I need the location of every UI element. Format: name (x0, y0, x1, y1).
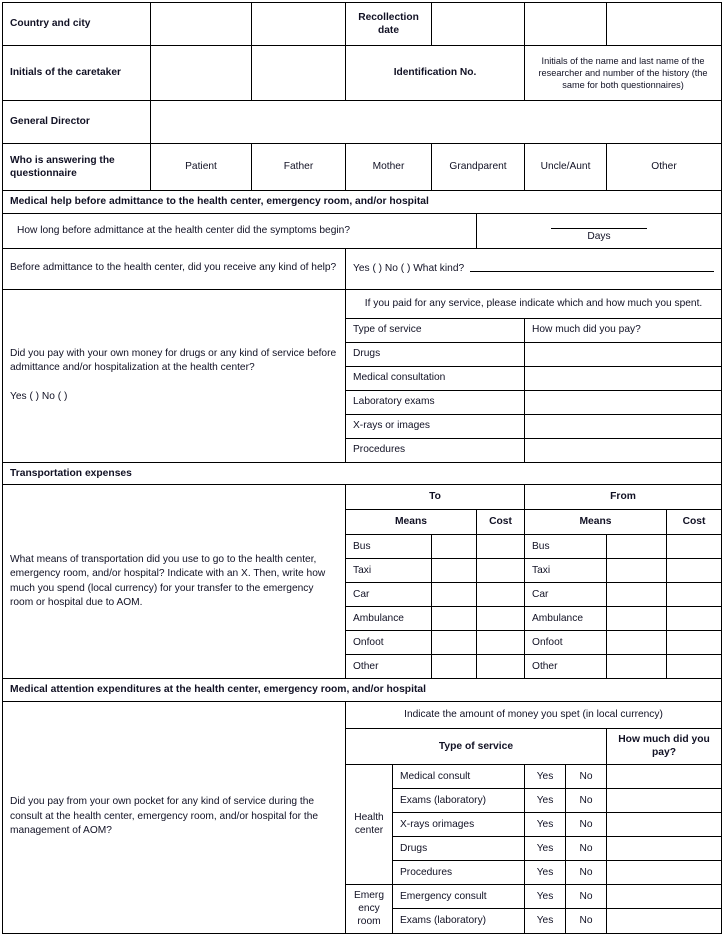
column-header-direction-from: From (525, 485, 722, 510)
option-father[interactable]: Father (252, 144, 346, 191)
input-caretaker-initials-1[interactable] (151, 46, 252, 101)
table-row-who-is-answering (3, 144, 722, 191)
label-recollection-date: Recollection date (346, 3, 432, 46)
label-country-and-city: Country and city (3, 3, 151, 46)
transport-from-label-onfoot: Onfoot (525, 631, 607, 655)
checkbox-hc-xrays-orimages-yes[interactable]: Yes (525, 812, 566, 836)
service-amount-drugs[interactable] (525, 342, 722, 366)
transport-from-cost-other[interactable] (667, 655, 722, 679)
transport-from-check-taxi[interactable] (607, 559, 667, 583)
checkbox-er-exams-laboratory-no[interactable]: No (566, 909, 607, 933)
label-help-yes-no-prefix: Yes ( ) No ( ) What kind? (353, 262, 465, 274)
questionnaire-form (0, 2, 723, 928)
table-row-section-transportation-heading (3, 462, 722, 485)
service-label-laboratory-exams: Laboratory exams (346, 390, 525, 414)
service-amount-medical-consultation[interactable] (525, 366, 722, 390)
checkbox-hc-medical-consult-yes[interactable]: Yes (525, 764, 566, 788)
service-label-hc-drugs: Drugs (393, 836, 525, 860)
service-label-xrays-or-images: X-rays or images (346, 414, 525, 438)
label-who-is-answering: Who is answering the questionnaire (3, 144, 151, 191)
column-header-direction-to: To (346, 485, 525, 510)
checkbox-hc-procedures-yes[interactable]: Yes (525, 860, 566, 884)
input-recollection-date-day[interactable] (432, 3, 525, 46)
transport-from-check-bus[interactable] (607, 535, 667, 559)
option-uncle-aunt[interactable]: Uncle/Aunt (525, 144, 607, 191)
column-header-cost-to: Cost (477, 510, 525, 535)
column-header-means-to: Means (346, 510, 477, 535)
service-label-drugs: Drugs (346, 342, 525, 366)
service-label-procedures: Procedures (346, 438, 525, 462)
amount-hc-procedures[interactable] (607, 860, 722, 884)
transport-to-check-car[interactable] (432, 583, 477, 607)
transport-to-label-taxi: Taxi (346, 559, 432, 583)
transport-to-label-car: Car (346, 583, 432, 607)
transport-from-check-ambulance[interactable] (607, 607, 667, 631)
transport-to-check-ambulance[interactable] (432, 607, 477, 631)
table-row-paid-services-note (3, 289, 722, 318)
column-header-how-much-did-you-pay: How much did you pay? (525, 318, 722, 342)
checkbox-hc-exams-laboratory-no[interactable]: No (566, 788, 607, 812)
transport-from-label-car: Car (525, 583, 607, 607)
transport-from-label-taxi: Taxi (525, 559, 607, 583)
transport-to-check-onfoot[interactable] (432, 631, 477, 655)
input-city[interactable] (252, 3, 346, 46)
label-general-director: General Director (3, 101, 151, 144)
column-header-means-from: Means (525, 510, 667, 535)
amount-hc-medical-consult[interactable] (607, 764, 722, 788)
transport-from-label-bus: Bus (525, 535, 607, 559)
transport-from-cost-onfoot[interactable] (667, 631, 722, 655)
service-label-er-emergency-consult: Emergency consult (393, 884, 525, 908)
column-header-how-much-did-you-pay-attention: How much did you pay? (607, 728, 722, 764)
checkbox-hc-procedures-no[interactable]: No (566, 860, 607, 884)
transport-from-cost-bus[interactable] (667, 535, 722, 559)
note-indicate-amount: Indicate the amount of money you spet (in local currency) (346, 701, 722, 728)
input-recollection-date-month[interactable] (525, 3, 607, 46)
service-label-hc-procedures: Procedures (393, 860, 525, 884)
section-heading-medical-help: Medical help before admittance to the health center, emergency room, and/or hospital (3, 191, 722, 214)
input-help-received-answer[interactable] (346, 248, 722, 289)
label-symptoms-onset-question: How long before admittance at the health center did the symptoms begin? (3, 213, 477, 248)
table-row-section-medical-help-heading (3, 191, 722, 214)
transport-to-check-bus[interactable] (432, 535, 477, 559)
checkbox-hc-xrays-orimages-no[interactable]: No (566, 812, 607, 836)
amount-hc-drugs[interactable] (607, 836, 722, 860)
checkbox-hc-drugs-yes[interactable]: Yes (525, 836, 566, 860)
transport-to-check-other[interactable] (432, 655, 477, 679)
amount-hc-xrays-orimages[interactable] (607, 812, 722, 836)
facility-label-emergency-room: Emergency room (346, 884, 393, 933)
transport-from-check-car[interactable] (607, 583, 667, 607)
input-general-director[interactable] (151, 101, 722, 144)
transport-from-cost-taxi[interactable] (667, 559, 722, 583)
service-label-medical-consultation: Medical consultation (346, 366, 525, 390)
label-initials-of-caretaker: Initials of the caretaker (3, 46, 151, 101)
transport-to-cost-car[interactable] (477, 583, 525, 607)
column-header-cost-from: Cost (667, 510, 722, 535)
transport-to-label-onfoot: Onfoot (346, 631, 432, 655)
checkbox-er-emergency-consult-yes[interactable]: Yes (525, 884, 566, 908)
form-table (2, 2, 722, 934)
transport-from-check-other[interactable] (607, 655, 667, 679)
facility-label-health-center: Health center (346, 764, 393, 884)
transport-from-check-onfoot[interactable] (607, 631, 667, 655)
label-own-pocket-question: Did you pay from your own pocket for any kind of service during the consult at the health center, emergency room, and/or hospital for the management of AOM? (3, 701, 346, 933)
option-other[interactable]: Other (607, 144, 722, 191)
transport-to-cost-other[interactable] (477, 655, 525, 679)
transport-to-cost-ambulance[interactable] (477, 607, 525, 631)
table-row-country-city (3, 3, 722, 46)
column-header-type-of-service: Type of service (346, 318, 525, 342)
section-heading-medical-attention: Medical attention expenditures at the health center, emergency room, and/or hospital (3, 679, 722, 702)
transport-to-label-bus: Bus (346, 535, 432, 559)
checkbox-hc-medical-consult-no[interactable]: No (566, 764, 607, 788)
checkbox-hc-drugs-no[interactable]: No (566, 836, 607, 860)
amount-er-emergency-consult[interactable] (607, 884, 722, 908)
input-symptoms-onset-days[interactable] (477, 213, 722, 248)
table-row-general-director (3, 101, 722, 144)
table-row-symptoms-onset (3, 213, 722, 248)
transport-to-label-ambulance: Ambulance (346, 607, 432, 631)
amount-er-exams-laboratory[interactable] (607, 909, 722, 933)
label-help-received-question: Before admittance to the health center, did you receive any kind of help? (3, 248, 346, 289)
table-row-medical-attention-amount-note (3, 701, 722, 728)
input-recollection-date-year[interactable] (607, 3, 722, 46)
input-caretaker-initials-2[interactable] (252, 46, 346, 101)
transport-from-cost-car[interactable] (667, 583, 722, 607)
table-row-transportation-direction-header (3, 485, 722, 510)
transport-to-label-other: Other (346, 655, 432, 679)
transport-to-check-taxi[interactable] (432, 559, 477, 583)
table-row-section-medical-attention-heading (3, 679, 722, 702)
section-heading-transportation: Transportation expenses (3, 462, 722, 485)
service-amount-laboratory-exams[interactable] (525, 390, 722, 414)
table-row-help-received (3, 248, 722, 289)
note-researcher-initials: Initials of the name and last name of the researcher and number of the history (the same for both questionnaires) (525, 46, 722, 101)
service-label-er-exams-laboratory: Exams (laboratory) (393, 909, 525, 933)
label-transportation-question: What means of transportation did you use to go to the health center, emergency room, and/or hospital? Indicate with an X. Then, write how much you spend (local currency) for your transfer to the emergency room or hospital due to AOM. (3, 485, 346, 679)
service-label-hc-exams-laboratory: Exams (laboratory) (393, 788, 525, 812)
own-money-question-text: Did you pay with your own money for drugs or any kind of service before admittance and/or hospitalization at the health center? (10, 347, 337, 374)
option-patient[interactable]: Patient (151, 144, 252, 191)
help-kind-write-in-rule[interactable] (470, 263, 714, 272)
note-paid-services: If you paid for any service, please indicate which and how much you spent. (346, 289, 722, 318)
transport-from-label-ambulance: Ambulance (525, 607, 607, 631)
own-money-yes-no[interactable]: Yes ( ) No ( ) (10, 390, 68, 402)
option-grandparent[interactable]: Grandparent (432, 144, 525, 191)
amount-hc-exams-laboratory[interactable] (607, 788, 722, 812)
transport-to-cost-bus[interactable] (477, 535, 525, 559)
column-header-type-of-service-attention: Type of service (346, 728, 607, 764)
table-row-caretaker-initials (3, 46, 722, 101)
label-identification-no: Identification No. (346, 46, 525, 101)
checkbox-er-emergency-consult-no[interactable]: No (566, 884, 607, 908)
option-mother[interactable]: Mother (346, 144, 432, 191)
transport-from-label-other: Other (525, 655, 607, 679)
service-amount-procedures[interactable] (525, 438, 722, 462)
label-days-unit: Days (587, 230, 611, 242)
label-own-money-question (3, 289, 346, 462)
input-country-and-city[interactable] (151, 3, 252, 46)
transport-from-cost-ambulance[interactable] (667, 607, 722, 631)
service-amount-xrays-or-images[interactable] (525, 414, 722, 438)
transport-to-cost-taxi[interactable] (477, 559, 525, 583)
checkbox-hc-exams-laboratory-yes[interactable]: Yes (525, 788, 566, 812)
checkbox-er-exams-laboratory-yes[interactable]: Yes (525, 909, 566, 933)
transport-to-cost-onfoot[interactable] (477, 631, 525, 655)
service-label-hc-xrays-orimages: X-rays orimages (393, 812, 525, 836)
service-label-hc-medical-consult: Medical consult (393, 764, 525, 788)
days-write-in-rule[interactable] (551, 219, 647, 229)
